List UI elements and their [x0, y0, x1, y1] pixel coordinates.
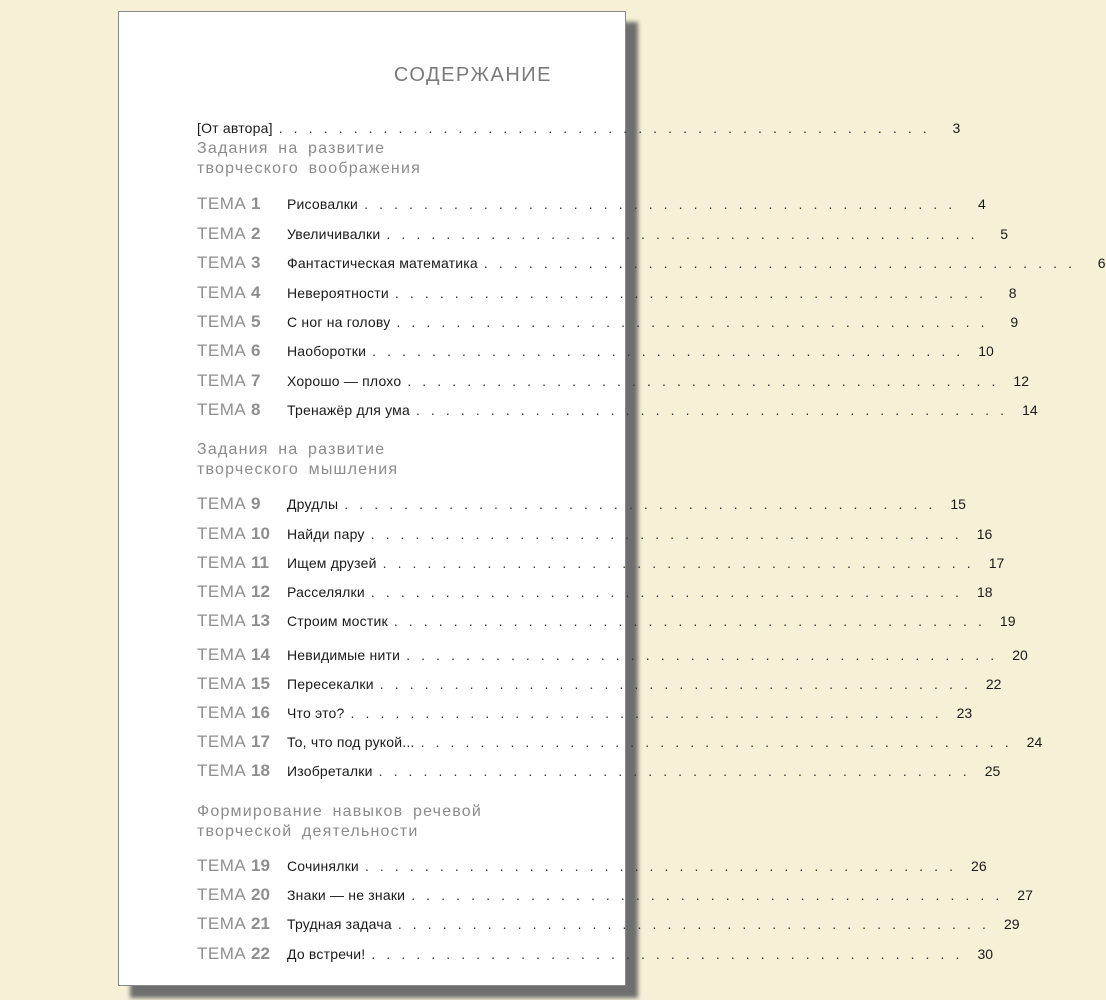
- tema-label: ТЕМА: [197, 703, 247, 722]
- section-heading-line: творческого мышления: [197, 461, 399, 478]
- tema-label: ТЕМА: [197, 914, 247, 933]
- toc-entry-title: Трудная задача: [287, 916, 392, 932]
- dot-leader: . . . . . . . . . . . . . . . . . . . . . . . . . . . . . . . . . . . . . . . .: [372, 343, 964, 359]
- toc-entry-title: До встречи!: [287, 946, 366, 962]
- dot-leader: . . . . . . . . . . . . . . . . . . . . . . . . . . . . . . . . . . . . . . . .: [407, 373, 999, 389]
- tema-label: ТЕМА: [197, 283, 247, 302]
- tema-number: 11: [251, 553, 269, 572]
- toc-entry[interactable]: [197, 942, 994, 966]
- dot-leader: . . . . . . . . . . . . . . . . . . . . . . . . . . . . . . . . . . . . . . . .: [364, 858, 957, 874]
- toc-page: [118, 11, 1106, 986]
- dot-leader: . . . . . . . . . . . . . . . . . . . . . . . . . . . . . . . . . . . . . . . .: [379, 676, 972, 692]
- tema-number: 17: [251, 732, 270, 751]
- toc-entry-page: 18: [976, 584, 993, 600]
- toc-title: СОДЕРЖАНИЕ: [393, 64, 552, 86]
- toc-entry-title: С ног на голову: [287, 314, 391, 330]
- toc-entry-page: 25: [984, 763, 1001, 779]
- tema-number: 12: [251, 582, 270, 601]
- tema-label: ТЕМА: [197, 553, 247, 572]
- dot-leader: . . . . . . . . . . . . . . . . . . . . . . . . . . . . . . . . . . . . . . . . . . . .: [278, 120, 931, 136]
- tema-number: 2: [251, 224, 261, 243]
- tema-number: 3: [251, 253, 261, 272]
- toc-entry-page: 10: [978, 343, 994, 359]
- tema-number: 22: [251, 944, 270, 963]
- tema-number: 13: [251, 611, 270, 630]
- dot-leader: . . . . . . . . . . . . . . . . . . . . . . . . . . . . . . . . . . . . . . . .: [370, 526, 963, 542]
- section-heading-line: Задания на развитие: [197, 441, 386, 458]
- tema-number: 1: [251, 194, 261, 213]
- toc-entry-page: 9: [1010, 314, 1019, 330]
- toc-entry-title: Фантастическая математика: [287, 255, 478, 271]
- toc-entry[interactable]: [197, 339, 994, 363]
- dot-leader: . . . . . . . . . . . . . . . . . . . . . . . . . . . . . . . . . . . . . . . .: [393, 613, 986, 629]
- tema-label: ТЕМА: [197, 732, 247, 751]
- tema-label: ТЕМА: [197, 674, 247, 693]
- toc-entry-title: Тренажёр для ума: [287, 402, 410, 418]
- section-heading-line: творческого воображения: [197, 160, 421, 177]
- dot-leader: . . . . . . . . . . . . . . . . . . . . . . . . . . . . . . . . . . . . . . . .: [415, 402, 1008, 418]
- toc-entry-page: 15: [950, 496, 966, 512]
- tema-label: ТЕМА: [197, 312, 247, 331]
- toc-entry[interactable]: [197, 251, 1106, 275]
- tema-label: ТЕМА: [197, 194, 247, 213]
- toc-entry-title: Строим мостик: [287, 613, 388, 629]
- section-heading-line: творческой деятельности: [197, 823, 419, 840]
- tema-label: ТЕМА: [197, 371, 247, 390]
- toc-entry-title: [От автора]: [197, 120, 273, 136]
- toc-entry[interactable]: [197, 492, 966, 516]
- dot-leader: . . . . . . . . . . . . . . . . . . . . . . . . . . . . . . . . . . . . . . . .: [364, 196, 956, 212]
- toc-entry[interactable]: [197, 281, 1017, 305]
- dot-leader: . . . . . . . . . . . . . . . . . . . . . . . . . . . . . . . . . . . . . . . .: [483, 255, 1076, 271]
- toc-entry[interactable]: [197, 883, 1033, 907]
- tema-label: ТЕМА: [197, 524, 247, 543]
- tema-label: ТЕМА: [197, 582, 247, 601]
- tema-number: 18: [251, 761, 270, 780]
- toc-entry-title: Увеличивалки: [287, 226, 381, 242]
- toc-entry-page: 27: [1017, 887, 1033, 903]
- toc-entry-page: 30: [977, 946, 994, 962]
- toc-entry-page: 26: [971, 858, 987, 874]
- toc-entry-title: Сочинялки: [287, 858, 359, 874]
- dot-leader: . . . . . . . . . . . . . . . . . . . . . . . . . . . . . . . . . . . . . . . .: [397, 916, 990, 932]
- tema-label: ТЕМА: [197, 224, 247, 243]
- toc-entry-author[interactable]: [197, 116, 961, 140]
- tema-number: 10: [251, 524, 270, 543]
- toc-entry-page: 16: [976, 526, 993, 542]
- toc-entry-page: 17: [988, 555, 1005, 571]
- toc-entry-title: Рисовалки: [287, 196, 359, 212]
- tema-number: 5: [251, 312, 261, 331]
- toc-entry-page: 6: [1097, 255, 1106, 271]
- toc-entry-page: 4: [977, 196, 986, 212]
- tema-number: 9: [251, 494, 261, 513]
- toc-entry-title: Невидимые нити: [287, 647, 401, 663]
- tema-number: 4: [251, 283, 261, 302]
- tema-label: ТЕМА: [197, 885, 247, 904]
- toc-entry[interactable]: [197, 522, 993, 546]
- toc-entry-page: 5: [1000, 226, 1009, 242]
- tema-number: 14: [251, 645, 270, 664]
- section-heading-line: Формирование навыков речевой: [197, 803, 483, 820]
- dot-leader: . . . . . . . . . . . . . . . . . . . . . . . . . . . . . . . . . . . . . . . .: [396, 314, 989, 330]
- tema-label: ТЕМА: [197, 341, 247, 360]
- section-heading: [197, 440, 527, 480]
- toc-entry[interactable]: [197, 310, 1019, 334]
- toc-entry[interactable]: [197, 701, 973, 725]
- tema-number: 16: [251, 703, 270, 722]
- toc-entry[interactable]: [197, 609, 1016, 633]
- section-heading: [197, 139, 527, 179]
- toc-entry-title: Невероятности: [287, 285, 389, 301]
- dot-leader: . . . . . . . . . . . . . . . . . . . . . . . . . . . . . . . . . . . . . . . .: [344, 496, 936, 512]
- tema-number: 15: [251, 674, 270, 693]
- tema-label: ТЕМА: [197, 400, 247, 419]
- toc-entry-page: 29: [1003, 916, 1020, 932]
- toc-entry[interactable]: [197, 643, 1028, 667]
- tema-number: 21: [251, 914, 270, 933]
- toc-entry-title: То, что под рукой...: [287, 734, 415, 750]
- toc-entry-page: 8: [1008, 285, 1017, 301]
- toc-entry-page: 3: [952, 120, 961, 136]
- toc-entry[interactable]: [197, 192, 986, 216]
- toc-entry[interactable]: [197, 730, 1043, 754]
- tema-number: 20: [251, 885, 270, 904]
- tema-label: ТЕМА: [197, 494, 247, 513]
- toc-entry-title: Наоборотки: [287, 343, 367, 359]
- toc-entry-page: 20: [1012, 647, 1028, 663]
- toc-entry-title: Найди пару: [287, 526, 365, 542]
- toc-entry[interactable]: [197, 912, 1020, 936]
- dot-leader: . . . . . . . . . . . . . . . . . . . . . . . . . . . . . . . . . . . . . . . .: [406, 647, 998, 663]
- dot-leader: . . . . . . . . . . . . . . . . . . . . . . . . . . . . . . . . . . . . . . . .: [382, 555, 975, 571]
- toc-entry-page: 22: [985, 676, 1002, 692]
- toc-entry-title: Расселялки: [287, 584, 365, 600]
- dot-leader: . . . . . . . . . . . . . . . . . . . . . . . . . . . . . . . . . . . . . . . .: [378, 763, 971, 779]
- tema-label: ТЕМА: [197, 645, 247, 664]
- toc-entry[interactable]: [197, 222, 1009, 246]
- toc-entry[interactable]: [197, 369, 1029, 393]
- toc-entry-page: 14: [1022, 402, 1038, 418]
- toc-entry-title: Что это?: [287, 705, 345, 721]
- toc-entry[interactable]: [197, 398, 1038, 422]
- tema-label: ТЕМА: [197, 856, 247, 875]
- section-heading-line: Задания на развитие: [197, 140, 386, 157]
- toc-entry-page: 24: [1026, 734, 1043, 750]
- dot-leader: . . . . . . . . . . . . . . . . . . . . . . . . . . . . . . . . . . . . . . . .: [386, 226, 979, 242]
- toc-entry-page: 12: [1013, 373, 1029, 389]
- section-heading: [197, 802, 527, 842]
- toc-entry[interactable]: [197, 580, 993, 604]
- toc-entry-title: Хорошо — плохо: [287, 373, 402, 389]
- toc-entry-page: 23: [956, 705, 973, 721]
- toc-entry-page: 19: [999, 613, 1016, 629]
- dot-leader: . . . . . . . . . . . . . . . . . . . . . . . . . . . . . . . . . . . . . . . .: [350, 705, 943, 721]
- dot-leader: . . . . . . . . . . . . . . . . . . . . . . . . . . . . . . . . . . . . . . . .: [411, 887, 1003, 903]
- tema-number: 8: [251, 400, 261, 419]
- toc-entry[interactable]: [197, 551, 1005, 575]
- dot-leader: . . . . . . . . . . . . . . . . . . . . . . . . . . . . . . . . . . . . . . . .: [370, 584, 963, 600]
- tema-label: ТЕМА: [197, 944, 247, 963]
- toc-entry[interactable]: [197, 854, 987, 878]
- tema-label: ТЕМА: [197, 761, 247, 780]
- dot-leader: . . . . . . . . . . . . . . . . . . . . . . . . . . . . . . . . . . . . . . . .: [394, 285, 987, 301]
- toc-entry-title: Ищем друзей: [287, 555, 377, 571]
- dot-leader: . . . . . . . . . . . . . . . . . . . . . . . . . . . . . . . . . . . . . . . .: [420, 734, 1013, 750]
- toc-entry-title: Знаки — не знаки: [287, 887, 406, 903]
- toc-entry-title: Пересекалки: [287, 676, 374, 692]
- dot-leader: . . . . . . . . . . . . . . . . . . . . . . . . . . . . . . . . . . . . . . . .: [371, 946, 964, 962]
- tema-label: ТЕМА: [197, 611, 247, 630]
- toc-entry-title: Изобреталки: [287, 763, 373, 779]
- toc-entry-title: Друдлы: [287, 496, 339, 512]
- tema-number: 6: [251, 341, 261, 360]
- toc-entry[interactable]: [197, 672, 1002, 696]
- tema-number: 7: [251, 371, 261, 390]
- tema-label: ТЕМА: [197, 253, 247, 272]
- toc-entry[interactable]: [197, 759, 1001, 783]
- tema-number: 19: [251, 856, 270, 875]
